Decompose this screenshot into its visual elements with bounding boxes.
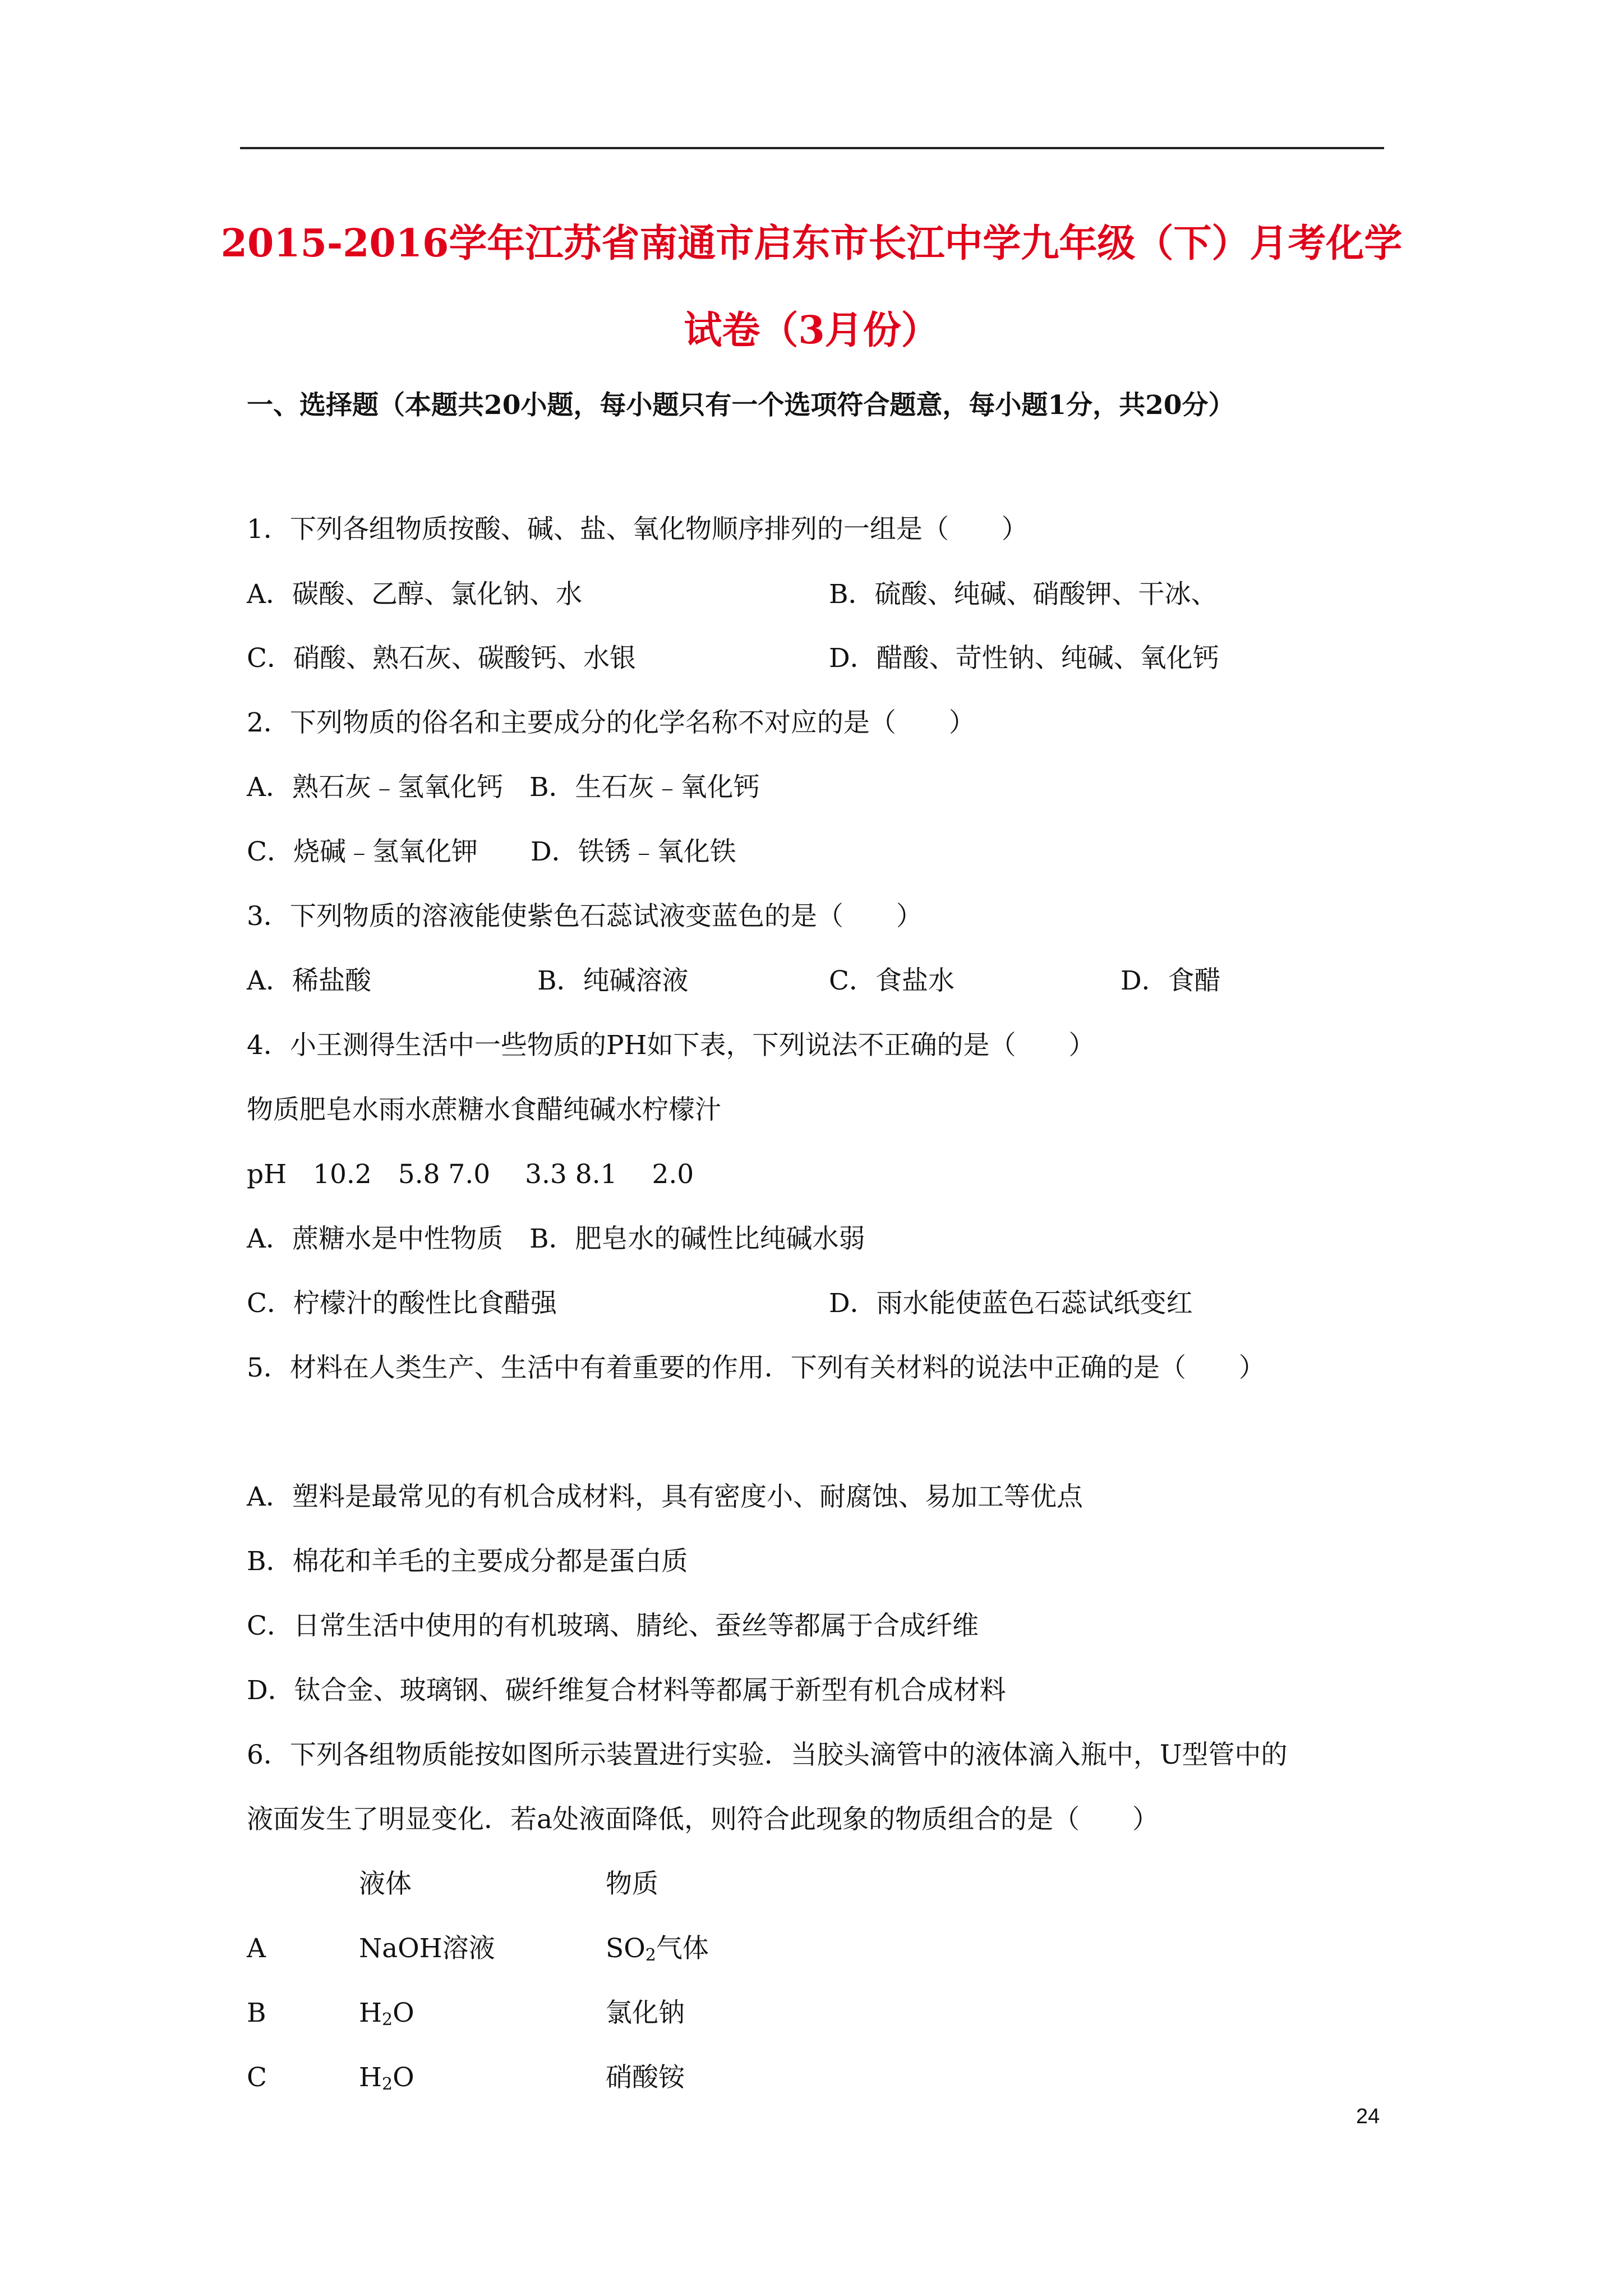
section-heading: 一、选择题（本题共20小题，每小题只有一个选项符合题意，每小题1分，共20分） [247, 390, 1235, 421]
page-number: 24 [1356, 2105, 1380, 2128]
q4-options-ab: A．蔗糖水是中性物质 B．肥皂水的碱性比纯碱水弱 [247, 1223, 865, 1254]
q2-options-ab: A．熟石灰﹣氢氧化钙 B．生石灰﹣氧化钙 [247, 772, 760, 803]
q1-stem: 1．下列各组物质按酸、碱、盐、氧化物顺序排列的一组是（ ） [247, 514, 1028, 545]
q5-option-b: B．棉花和羊毛的主要成分都是蛋白质 [247, 1546, 688, 1577]
q6-col-liquid: 液体 [359, 1869, 412, 1899]
q5-option-c: C．日常生活中使用的有机玻璃、腈纶、蚕丝等都属于合成纤维 [247, 1611, 979, 1641]
q2-options-cd: C．烧碱﹣氢氧化钾 D．铁锈﹣氧化铁 [247, 836, 736, 867]
q4-table-header: 物质肥皂水雨水蔗糖水食醋纯碱水柠檬汁 [247, 1094, 721, 1125]
q2-stem: 2．下列物质的俗名和主要成分的化学名称不对应的是（ ） [247, 707, 975, 738]
q1-option-b: B．硫酸、纯碱、硝酸钾、干冰、 [829, 579, 1218, 610]
q1-option-c: C．硝酸、熟石灰、碳酸钙、水银 [247, 643, 636, 674]
q3-stem: 3．下列物质的溶液能使紫色石蕊试液变蓝色的是（ ） [247, 901, 923, 932]
q5-option-d: D．钛合金、玻璃钢、碳纤维复合材料等都属于新型有机合成材料 [247, 1675, 1006, 1706]
q4-table-values: pH 10.2 5.8 7.0 3.3 8.1 2.0 [247, 1159, 694, 1190]
q4-option-d: D．雨水能使蓝色石蕊试纸变红 [829, 1288, 1193, 1319]
q4-stem: 4．小王测得生活中一些物质的PH如下表，下列说法不正确的是（ ） [247, 1030, 1095, 1061]
q6-row-b-liquid: $H_2O$ [359, 1998, 414, 2030]
q6-stem-line1: 6．下列各组物质能按如图所示装置进行实验．当胶头滴管中的液体滴入瓶中，U型管中的 [247, 1740, 1288, 1770]
exam-title-line1: 2015-2016学年江苏省南通市启东市长江中学九年级（下）月考化学 [220, 221, 1403, 266]
q6-row-c-substance: 硝酸铵 [606, 2062, 685, 2093]
q3-option-c: C．食盐水 [829, 965, 955, 996]
q6-row-b-option: B [247, 1998, 266, 2028]
q6-row-c-liquid: $H_2O$ [359, 2062, 414, 2094]
q6-row-a-liquid: NaOH溶液 [359, 1933, 495, 1964]
exam-title-line2: 试卷（3月份） [684, 308, 939, 353]
q1-option-d: D．醋酸、苛性钠、纯碱、氧化钙 [829, 643, 1219, 674]
q6-stem-line2: 液面发生了明显变化．若a处液面降低，则符合此现象的物质组合的是（ ） [247, 1804, 1159, 1835]
q3-option-b: B．纯碱溶液 [537, 965, 689, 996]
q1-option-a: A．碳酸、乙醇、氯化钠、水 [247, 579, 582, 610]
q6-row-a-substance: $SO_2$气体 [606, 1933, 709, 1965]
q6-row-b-substance: 氯化钠 [606, 1998, 685, 2028]
q5-stem: 5．材料在人类生产、生活中有着重要的作用．下列有关材料的说法中正确的是（ ） [247, 1352, 1265, 1383]
q5-option-a: A．塑料是最常见的有机合成材料，具有密度小、耐腐蚀、易加工等优点 [247, 1481, 1083, 1512]
q6-col-substance: 物质 [606, 1869, 658, 1899]
q3-option-a: A．稀盐酸 [247, 965, 371, 996]
q3-option-d: D．食醋 [1121, 965, 1221, 996]
header-rule [240, 147, 1384, 149]
q6-row-a-option: A [247, 1933, 266, 1964]
q6-row-c-option: C [247, 2062, 267, 2093]
q4-option-c: C．柠檬汁的酸性比食醋强 [247, 1288, 557, 1319]
